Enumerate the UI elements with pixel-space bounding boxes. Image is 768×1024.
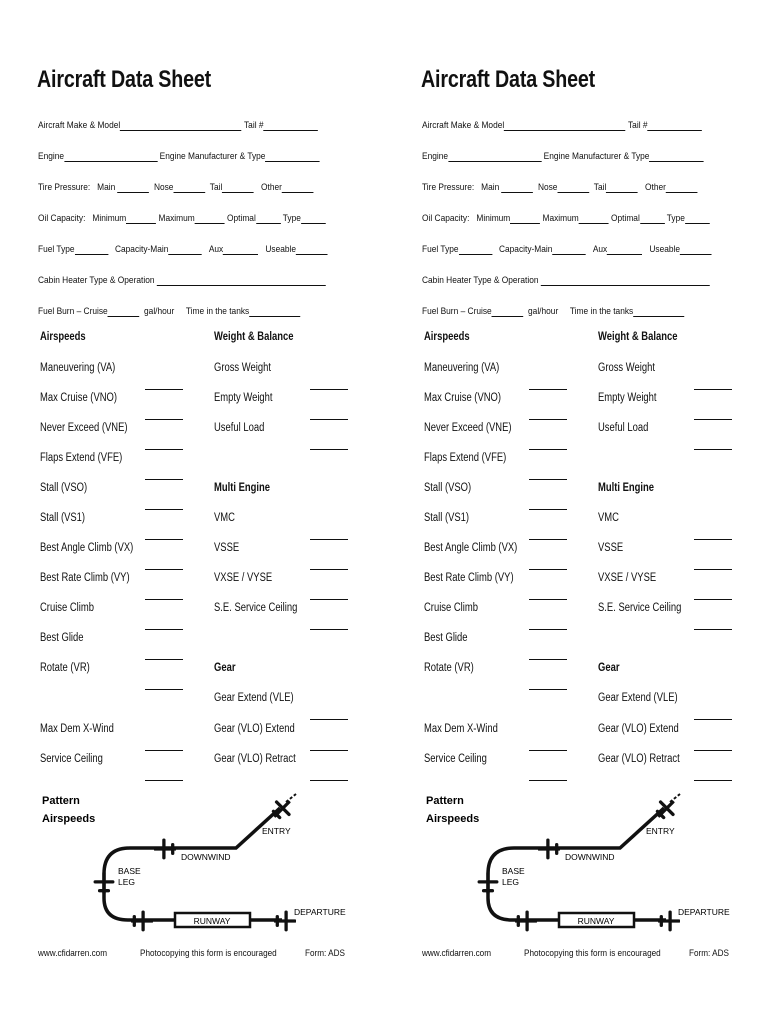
airspeed-blank[interactable] [529, 419, 567, 420]
weight-balance-label: Useful Load [214, 422, 265, 434]
airspeed-label: Stall (VSO) [40, 482, 88, 494]
fuel-burn-label: Fuel Burn – Cruise [38, 306, 108, 317]
weight-balance-heading: Weight & Balance [214, 331, 294, 343]
airspeed-label: Max Cruise (VNO) [40, 392, 118, 404]
weight-balance-blank[interactable] [310, 449, 348, 450]
airspeed-label: Stall (VS1) [40, 512, 86, 524]
sheet-title: Aircraft Data Sheet [37, 66, 212, 93]
multi-engine-blank[interactable] [694, 629, 732, 630]
fuel-aux-label: Aux [592, 244, 608, 255]
airspeed-blank[interactable] [529, 629, 567, 630]
tire-pressure-label: Tire Pressure: [422, 182, 475, 193]
gear-heading: Gear [598, 662, 620, 674]
traffic-pattern-diagram [384, 780, 768, 940]
multi-engine-blank[interactable] [310, 569, 348, 570]
oil-maximum-label: Maximum [158, 213, 195, 224]
fuel-burn-row [422, 306, 677, 320]
cabin-heater-row [38, 275, 293, 289]
multi-engine-blank[interactable] [310, 599, 348, 600]
airspeed-blank[interactable] [145, 419, 183, 420]
oil-optimal-label: Optimal [610, 213, 640, 224]
oil-type-blank[interactable] [301, 213, 326, 224]
downwind-airplane-icon [155, 840, 175, 858]
fuel-useable-blank[interactable] [296, 244, 328, 255]
tire-nose-label: Nose [537, 182, 558, 193]
multi-engine-blank[interactable] [310, 629, 348, 630]
tail-number-label: Tail # [244, 120, 264, 131]
multi-engine-label: VXSE / VYSE [214, 572, 273, 584]
make-model-row [38, 120, 293, 134]
departure-label: DEPARTURE [678, 907, 730, 917]
fuel-aux-label: Aux [208, 244, 224, 255]
gal-hour-label: gal/hour [528, 306, 559, 317]
tire-tail-blank[interactable] [606, 182, 638, 193]
gal-hour-label: gal/hour [144, 306, 175, 317]
departure-airplane-icon [659, 912, 679, 930]
make-model-label: Aircraft Make & Model [422, 120, 505, 131]
fuel-type-label: Fuel Type [38, 244, 75, 255]
oil-optimal-label: Optimal [226, 213, 256, 224]
make-model-label: Aircraft Make & Model [38, 120, 121, 131]
engine-label: Engine [38, 151, 65, 162]
pattern-heading-line2: Airspeeds [42, 813, 96, 825]
gear-blank[interactable] [694, 719, 732, 720]
airspeed-label: Best Angle Climb (VX) [40, 542, 134, 554]
multi-engine-label: S.E. Service Ceiling [214, 602, 298, 614]
entry-label: ENTRY [262, 826, 291, 836]
airspeed-blank[interactable] [529, 479, 567, 480]
oil-capacity-label: Oil Capacity: [38, 213, 86, 224]
base-label-line2: LEG [502, 877, 520, 887]
airspeed-label: Best Angle Climb (VX) [424, 542, 518, 554]
gear-label: Gear (VLO) Extend [214, 723, 295, 735]
weight-balance-label: Gross Weight [214, 362, 271, 374]
gear-label: Gear (VLO) Retract [598, 753, 680, 765]
make-model-blank[interactable] [120, 120, 241, 131]
airspeed-blank[interactable] [529, 449, 567, 450]
tire-main-blank[interactable] [118, 182, 150, 193]
multi-engine-label: VSSE [598, 542, 624, 554]
airspeed-label: Cruise Climb [40, 602, 94, 614]
airspeed-label: Rotate (VR) [424, 662, 474, 674]
time-in-tanks-label: Time in the tanks [185, 306, 250, 317]
tire-pressure-row [422, 182, 677, 196]
entry-airplane-icon [653, 796, 679, 822]
final-airplane-icon [132, 912, 152, 930]
weight-balance-label: Gross Weight [598, 362, 655, 374]
tire-nose-label: Nose [153, 182, 174, 193]
airspeed-blank[interactable] [145, 389, 183, 390]
oil-type-label: Type [282, 213, 301, 224]
fuel-capacity-main-blank[interactable] [168, 244, 201, 255]
gear-label: Gear (VLO) Retract [214, 753, 296, 765]
footer-website[interactable]: www.cfidarren.com [38, 948, 108, 959]
multi-engine-label: S.E. Service Ceiling [598, 602, 682, 614]
airspeed-label: Stall (VS1) [424, 512, 470, 524]
pattern-heading-line1: Pattern [42, 795, 80, 807]
multi-engine-label: VSSE [214, 542, 240, 554]
tire-main-label: Main [97, 182, 116, 193]
airspeed-blank[interactable] [529, 389, 567, 390]
multi-engine-label: VMC [214, 512, 235, 524]
multi-engine-heading: Multi Engine [598, 482, 655, 494]
cabin-heater-row [422, 275, 677, 289]
airspeed-label: Best Rate Climb (VY) [424, 572, 514, 584]
cabin-heater-blank[interactable] [157, 275, 326, 286]
airspeed-blank[interactable] [145, 599, 183, 600]
downwind-label: DOWNWIND [565, 852, 615, 862]
multi-engine-label: VMC [598, 512, 619, 524]
weight-balance-blank[interactable] [310, 419, 348, 420]
airspeed-blank[interactable] [145, 479, 183, 480]
pattern-path [104, 808, 280, 920]
data-sheet-right [384, 0, 768, 1024]
airspeed-blank[interactable] [145, 659, 183, 660]
airspeed-label: Maneuvering (VA) [40, 362, 116, 374]
base-airplane-icon [95, 873, 113, 893]
pattern-heading-line2: Airspeeds [426, 813, 480, 825]
footer-notice: Photocopying this form is encouraged [140, 948, 277, 959]
cabin-heater-blank[interactable] [541, 275, 710, 286]
engine-manufacturer-blank[interactable] [265, 151, 320, 162]
airspeed-blank[interactable] [529, 659, 567, 660]
airspeed-label: Never Exceed (VNE) [424, 422, 512, 434]
fuel-type-label: Fuel Type [422, 244, 459, 255]
weight-balance-heading: Weight & Balance [598, 331, 678, 343]
airspeed-blank[interactable] [145, 539, 183, 540]
weight-balance-blank[interactable] [694, 449, 732, 450]
oil-capacity-row [422, 213, 685, 227]
fuel-type-blank[interactable] [75, 244, 108, 255]
weight-balance-label: Empty Weight [598, 392, 657, 404]
fuel-useable-label: Useable [265, 244, 297, 255]
fuel-capacity-main-label: Capacity-Main [498, 244, 553, 255]
oil-maximum-blank[interactable] [579, 213, 609, 224]
make-model-row [422, 120, 677, 134]
time-in-tanks-blank[interactable] [633, 306, 684, 317]
base-label-line2: LEG [118, 877, 136, 887]
oil-optimal-blank[interactable] [640, 213, 665, 224]
airspeed-label: Best Glide [40, 632, 84, 644]
oil-maximum-label: Maximum [542, 213, 579, 224]
multi-engine-heading: Multi Engine [214, 482, 271, 494]
airspeed-blank[interactable] [529, 689, 567, 690]
airspeed-label: Max Cruise (VNO) [424, 392, 502, 404]
tire-nose-blank[interactable] [173, 182, 205, 193]
runway-label: RUNWAY [577, 916, 615, 926]
fuel-useable-blank[interactable] [680, 244, 712, 255]
gear-label: Gear Extend (VLE) [214, 692, 294, 704]
base-label-line1: BASE [502, 866, 525, 876]
fuel-burn-row [38, 306, 293, 320]
time-in-tanks-label: Time in the tanks [569, 306, 634, 317]
airspeed-label: Flaps Extend (VFE) [40, 452, 123, 464]
oil-capacity-label: Oil Capacity: [422, 213, 470, 224]
oil-maximum-blank[interactable] [195, 213, 225, 224]
weight-balance-label: Useful Load [598, 422, 649, 434]
cabin-heater-label: Cabin Heater Type & Operation [422, 275, 539, 286]
pattern-heading-line1: Pattern [426, 795, 464, 807]
tire-tail-label: Tail [209, 182, 223, 193]
final-airplane-icon [516, 912, 536, 930]
oil-type-blank[interactable] [685, 213, 710, 224]
oil-type-label: Type [666, 213, 685, 224]
fuel-type-blank[interactable] [459, 244, 492, 255]
weight-balance-blank[interactable] [310, 389, 348, 390]
tire-other-label: Other [644, 182, 666, 193]
airspeed-blank[interactable] [145, 449, 183, 450]
tire-other-blank[interactable] [282, 182, 314, 193]
airspeed-label: Best Glide [424, 632, 468, 644]
airspeeds-heading: Airspeeds [424, 331, 470, 343]
multi-engine-blank[interactable] [694, 539, 732, 540]
engine-row [422, 151, 677, 165]
footer-form-id: Form: ADS [689, 948, 729, 959]
entry-label: ENTRY [646, 826, 675, 836]
airspeed-label: Maneuvering (VA) [424, 362, 500, 374]
fuel-capacity-main-label: Capacity-Main [114, 244, 169, 255]
airspeed-label: Rotate (VR) [40, 662, 90, 674]
base-airplane-icon [479, 873, 497, 893]
engine-row [38, 151, 293, 165]
engine-blank[interactable] [64, 151, 157, 162]
airspeed-blank[interactable] [529, 599, 567, 600]
footer-website[interactable]: www.cfidarren.com [422, 948, 492, 959]
tire-pressure-label: Tire Pressure: [38, 182, 91, 193]
tire-other-blank[interactable] [666, 182, 698, 193]
traffic-pattern-diagram [0, 780, 384, 940]
fuel-aux-blank[interactable] [607, 244, 642, 255]
gear-blank[interactable] [310, 750, 348, 751]
engine-label: Engine [422, 151, 449, 162]
fuel-aux-blank[interactable] [223, 244, 258, 255]
multi-engine-blank[interactable] [694, 569, 732, 570]
entry-dash [286, 794, 296, 802]
fuel-burn-label: Fuel Burn – Cruise [422, 306, 492, 317]
oil-minimum-blank[interactable] [126, 213, 156, 224]
cabin-heater-label: Cabin Heater Type & Operation [38, 275, 155, 286]
multi-engine-label: VXSE / VYSE [598, 572, 657, 584]
multi-engine-blank[interactable] [694, 599, 732, 600]
gear-label: Gear Extend (VLE) [598, 692, 678, 704]
fuel-capacity-main-blank[interactable] [552, 244, 585, 255]
airspeed-label: Service Ceiling [424, 753, 487, 765]
runway-label: RUNWAY [193, 916, 231, 926]
airspeed-label: Cruise Climb [424, 602, 478, 614]
airspeed-blank[interactable] [529, 569, 567, 570]
tire-main-blank[interactable] [502, 182, 534, 193]
time-in-tanks-blank[interactable] [249, 306, 300, 317]
tire-other-label: Other [260, 182, 282, 193]
entry-dash [670, 794, 680, 802]
airspeed-blank[interactable] [145, 689, 183, 690]
airspeed-blank[interactable] [145, 629, 183, 630]
entry-airplane-icon [269, 796, 295, 822]
make-model-blank[interactable] [504, 120, 625, 131]
fuel-type-row [422, 244, 681, 258]
tail-number-blank[interactable] [648, 120, 703, 131]
fuel-useable-label: Useable [649, 244, 681, 255]
airspeed-label: Flaps Extend (VFE) [424, 452, 507, 464]
gear-blank[interactable] [310, 719, 348, 720]
downwind-label: DOWNWIND [181, 852, 231, 862]
airspeed-label: Best Rate Climb (VY) [40, 572, 130, 584]
tail-number-blank[interactable] [264, 120, 319, 131]
airspeed-label: Max Dem X-Wind [424, 723, 498, 735]
departure-airplane-icon [275, 912, 295, 930]
footer-notice: Photocopying this form is encouraged [524, 948, 661, 959]
fuel-burn-blank[interactable] [492, 306, 524, 317]
pattern-path [488, 808, 664, 920]
airspeed-label: Stall (VSO) [424, 482, 472, 494]
sheet-title: Aircraft Data Sheet [421, 66, 596, 93]
oil-capacity-row [38, 213, 301, 227]
fuel-burn-blank[interactable] [108, 306, 140, 317]
gear-heading: Gear [214, 662, 236, 674]
tire-tail-label: Tail [593, 182, 607, 193]
tire-main-label: Main [481, 182, 500, 193]
fuel-type-row [38, 244, 297, 258]
engine-manufacturer-blank[interactable] [649, 151, 704, 162]
oil-minimum-label: Minimum [92, 213, 127, 224]
engine-manufacturer-label: Engine Manufacturer & Type [543, 151, 650, 162]
airspeeds-heading: Airspeeds [40, 331, 86, 343]
oil-minimum-blank[interactable] [510, 213, 540, 224]
footer-form-id: Form: ADS [305, 948, 345, 959]
oil-minimum-label: Minimum [476, 213, 511, 224]
tire-pressure-row [38, 182, 293, 196]
airspeed-blank[interactable] [529, 539, 567, 540]
airspeed-blank[interactable] [145, 569, 183, 570]
airspeed-blank[interactable] [529, 750, 567, 751]
tail-number-label: Tail # [628, 120, 648, 131]
departure-label: DEPARTURE [294, 907, 346, 917]
oil-optimal-blank[interactable] [256, 213, 281, 224]
airspeed-blank[interactable] [145, 750, 183, 751]
engine-manufacturer-label: Engine Manufacturer & Type [159, 151, 266, 162]
airspeed-blank[interactable] [145, 509, 183, 510]
airspeed-label: Max Dem X-Wind [40, 723, 114, 735]
base-label-line1: BASE [118, 866, 141, 876]
multi-engine-blank[interactable] [310, 539, 348, 540]
weight-balance-blank[interactable] [694, 389, 732, 390]
airspeed-label: Never Exceed (VNE) [40, 422, 128, 434]
tire-nose-blank[interactable] [557, 182, 589, 193]
gear-blank[interactable] [694, 750, 732, 751]
downwind-airplane-icon [539, 840, 559, 858]
weight-balance-label: Empty Weight [214, 392, 273, 404]
weight-balance-blank[interactable] [694, 419, 732, 420]
airspeed-blank[interactable] [529, 509, 567, 510]
tire-tail-blank[interactable] [222, 182, 254, 193]
engine-blank[interactable] [448, 151, 541, 162]
gear-label: Gear (VLO) Extend [598, 723, 679, 735]
airspeed-label: Service Ceiling [40, 753, 103, 765]
